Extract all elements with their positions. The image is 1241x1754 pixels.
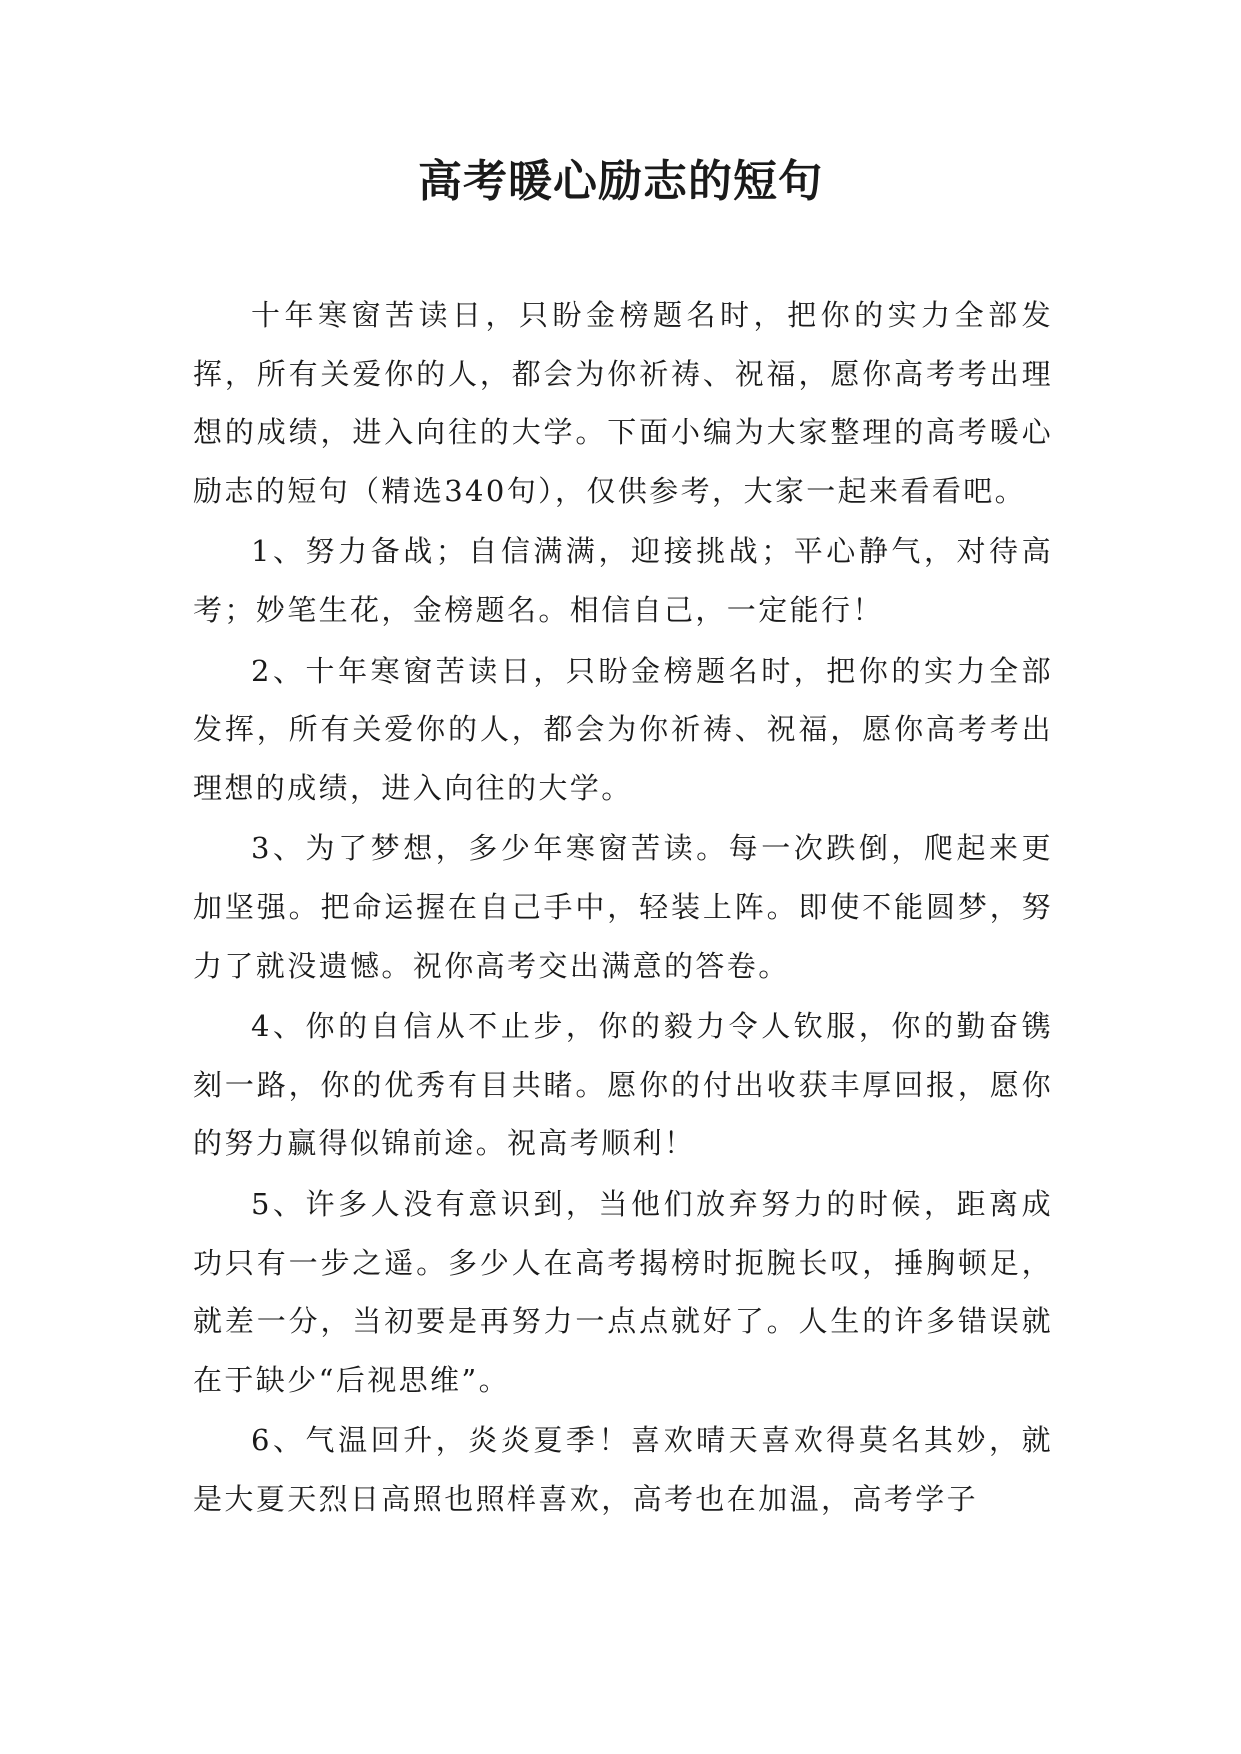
quote-paragraph-6: 6、气温回升，炎炎夏季！喜欢晴天喜欢得莫名其妙，就是大夏天烈日高照也照样喜欢，高考也在加温，高考学子 bbox=[193, 1423, 1053, 1516]
document-title: 高考暖心励志的短句 bbox=[418, 156, 823, 207]
document-body bbox=[193, 286, 1053, 1530]
quote-paragraph-3: 3、为了梦想，多少年寒窗苦读。每一次跌倒，爬起来更加坚强。把命运握在自己手中，轻装上阵。即使不能圆梦，努力了就没遗憾。祝你高考交出满意的答卷。 bbox=[193, 831, 1053, 983]
intro-paragraph: 十年寒窗苦读日，只盼金榜题名时，把你的实力全部发挥，所有关爱你的人，都会为你祈祷、祝福，愿你高考考出理想的成绩，进入向往的大学。下面小编为大家整理的高考暖心励志的短句（精选340句），仅供参考，大家一起来看看吧。 bbox=[193, 298, 1053, 508]
quote-paragraph-4: 4、你的自信从不止步，你的毅力令人钦服，你的勤奋镌刻一路，你的优秀有目共睹。愿你的付出收获丰厚回报，愿你的努力赢得似锦前途。祝高考顺利！ bbox=[193, 1009, 1053, 1161]
quote-paragraph-5: 5、许多人没有意识到，当他们放弃努力的时候，距离成功只有一步之遥。多少人在高考揭榜时扼腕长叹，捶胸顿足，就差一分，当初要是再努力一点点就好了。人生的许多错误就在于缺少“后视思维”。 bbox=[193, 1186, 1053, 1397]
quote-paragraph-1: 1、努力备战；自信满满，迎接挑战；平心静气，对待高考；妙笔生花，金榜题名。相信自己，一定能行！ bbox=[193, 534, 1053, 627]
quote-paragraph-2: 2、十年寒窗苦读日，只盼金榜题名时，把你的实力全部发挥，所有关爱你的人，都会为你祈祷、祝福，愿你高考考出理想的成绩，进入向往的大学。 bbox=[193, 653, 1053, 805]
